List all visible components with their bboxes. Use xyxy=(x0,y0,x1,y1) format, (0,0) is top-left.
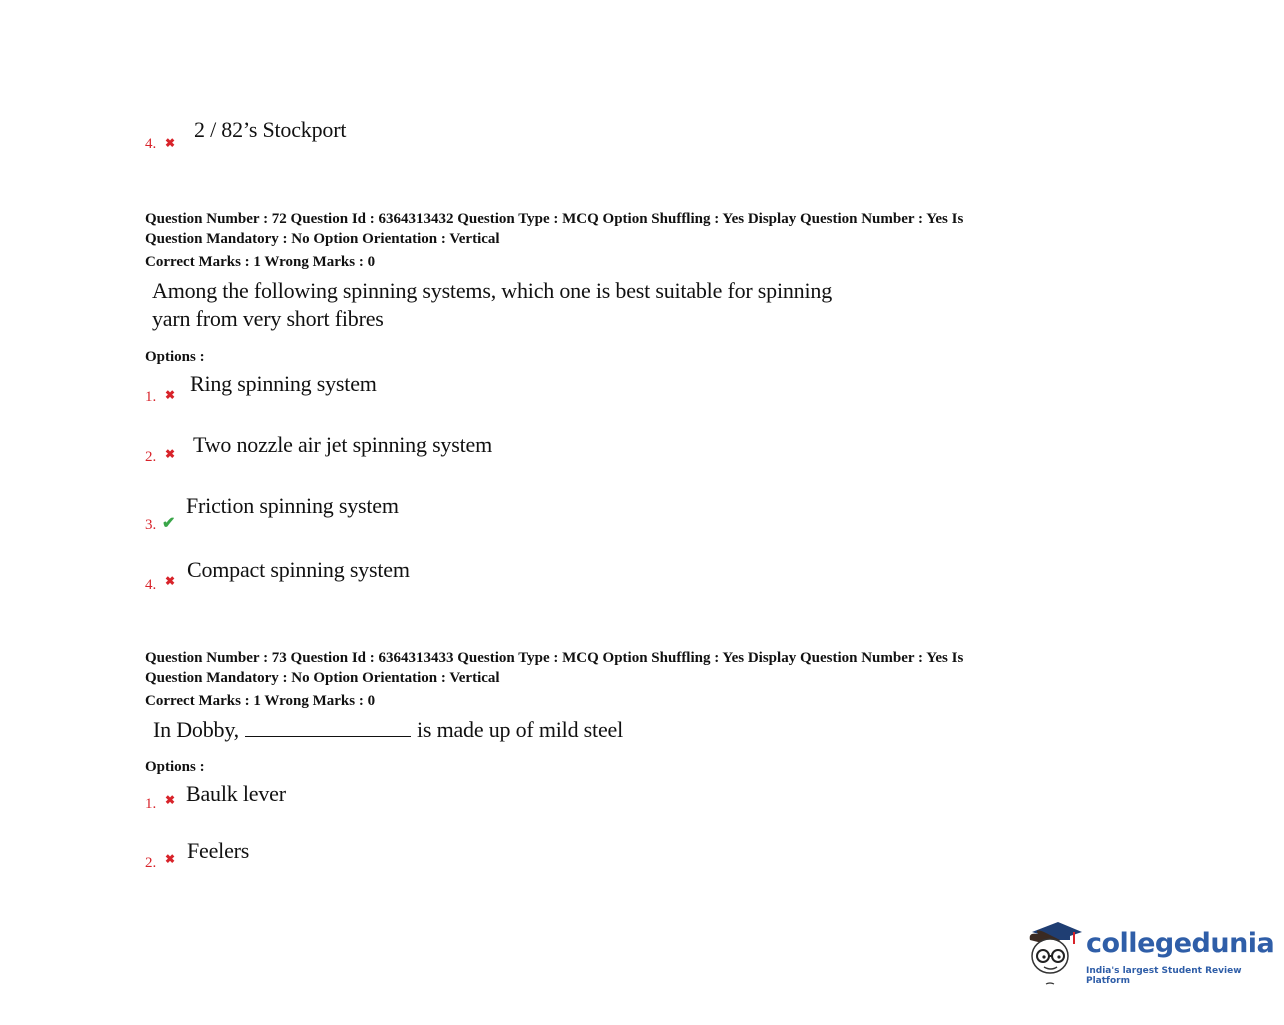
option-text: Friction spinning system xyxy=(186,493,399,518)
wrong-cross-icon: ✖ xyxy=(165,136,176,150)
option-number: 2. xyxy=(145,449,157,465)
question-meta-line: Question Number : 72 Question Id : 6364313432 Question Type : MCQ Option Shuffling : Yes Display Question Number : Yes Is xyxy=(145,211,964,227)
mascot-icon xyxy=(1024,918,1084,988)
wrong-cross-icon: ✖ xyxy=(165,574,176,588)
option-number: 3. xyxy=(145,517,157,533)
question-text-line: Among the following spinning systems, which one is best suitable for spinning xyxy=(152,278,832,303)
brand-tagline: India's largest Student Review Platform xyxy=(1086,966,1242,986)
option-number: 4. xyxy=(145,136,157,152)
option-text: Feelers xyxy=(187,838,250,863)
option-text: Compact spinning system xyxy=(187,557,410,582)
question-text xyxy=(153,716,623,744)
options-label: Options : xyxy=(145,349,205,365)
wrong-cross-icon: ✖ xyxy=(165,388,176,402)
question-meta-line: Question Mandatory : No Option Orientation : Vertical xyxy=(145,670,500,686)
option-text: 2 / 82’s Stockport xyxy=(194,117,347,142)
question-meta-line: Question Number : 73 Question Id : 6364313433 Question Type : MCQ Option Shuffling : Yes Display Question Number : Yes Is xyxy=(145,650,964,666)
marks-info: Correct Marks : 1 Wrong Marks : 0 xyxy=(145,693,376,709)
option-number: 1. xyxy=(145,389,157,405)
option-text: Ring spinning system xyxy=(190,371,377,396)
options-label: Options : xyxy=(145,759,205,775)
question-text-line: yarn from very short fibres xyxy=(152,306,384,331)
option-text: Baulk lever xyxy=(186,781,286,806)
option-number: 1. xyxy=(145,796,157,812)
brand-name: collegedunia xyxy=(1086,928,1275,959)
option-number: 2. xyxy=(145,855,157,871)
wrong-cross-icon: ✖ xyxy=(165,447,176,461)
question-text xyxy=(152,277,832,333)
fill-in-blank xyxy=(245,720,411,737)
question-meta-line: Question Mandatory : No Option Orientation : Vertical xyxy=(145,231,500,247)
wrong-cross-icon: ✖ xyxy=(165,793,176,807)
question-text-before: In Dobby, xyxy=(153,717,239,742)
correct-check-icon: ✔ xyxy=(162,515,176,532)
option-text: Two nozzle air jet spinning system xyxy=(193,432,492,457)
marks-info: Correct Marks : 1 Wrong Marks : 0 xyxy=(145,254,376,270)
question-meta xyxy=(145,648,963,688)
question-text-after: is made up of mild steel xyxy=(417,717,623,742)
question-meta xyxy=(145,209,963,249)
wrong-cross-icon: ✖ xyxy=(165,852,176,866)
option-number: 4. xyxy=(145,577,157,593)
collegedunia-watermark xyxy=(1024,918,1275,988)
